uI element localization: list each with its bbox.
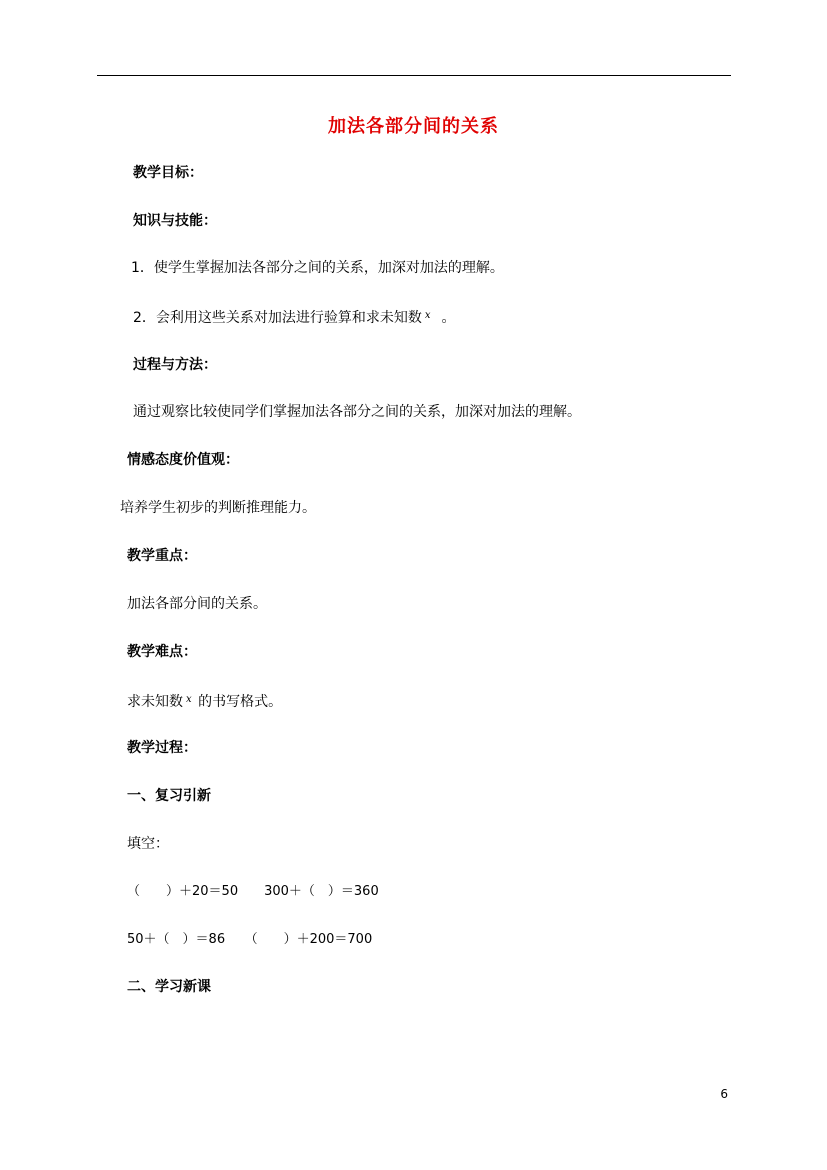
process-heading: 过程与方法： bbox=[133, 357, 217, 373]
exercise-row-1: （ ）＋20＝50 300＋（ ）＝360 bbox=[127, 884, 379, 899]
page-number: 6 bbox=[720, 1087, 728, 1101]
document-title: 加法各部分间的关系 bbox=[328, 116, 499, 137]
process-text: 通过观察比较使同学们掌握加法各部分之间的关系，加深对加法的理解。 bbox=[133, 404, 581, 420]
variable-x: x bbox=[186, 694, 192, 705]
difficulty-text bbox=[127, 691, 282, 711]
difficulty-text-after: 的书写格式。 bbox=[198, 694, 283, 710]
key-points-text: 加法各部分间的关系。 bbox=[127, 596, 267, 612]
knowledge-item-2-text: 2．会利用这些关系对加法进行验算和求未知数 bbox=[133, 310, 422, 326]
process-steps-heading: 教学过程： bbox=[127, 740, 197, 756]
knowledge-item-2-end: 。 bbox=[441, 310, 456, 326]
knowledge-item-2 bbox=[133, 307, 455, 327]
objectives-heading: 教学目标： bbox=[133, 165, 203, 181]
knowledge-heading: 知识与技能： bbox=[133, 213, 217, 229]
emotion-text: 培养学生初步的判断推理能力。 bbox=[120, 500, 316, 516]
step-one-heading: 一、复习引新 bbox=[127, 788, 211, 804]
step-two-heading: 二、学习新课 bbox=[127, 979, 211, 995]
key-points-heading: 教学重点： bbox=[127, 548, 197, 564]
variable-x: x bbox=[424, 310, 431, 321]
difficulty-text-before: 求未知数 bbox=[127, 694, 183, 710]
emotion-heading: 情感态度价值观： bbox=[127, 452, 239, 468]
header-rule bbox=[97, 75, 731, 76]
difficulty-heading: 教学难点： bbox=[127, 644, 197, 660]
fill-blank-label: 填空： bbox=[127, 836, 169, 852]
exercise-row-2: 50＋（ ）＝86 （ ）＋200＝700 bbox=[127, 932, 373, 947]
knowledge-item-1: 1．使学生掌握加法各部分之间的关系，加深对加法的理解。 bbox=[131, 260, 504, 276]
